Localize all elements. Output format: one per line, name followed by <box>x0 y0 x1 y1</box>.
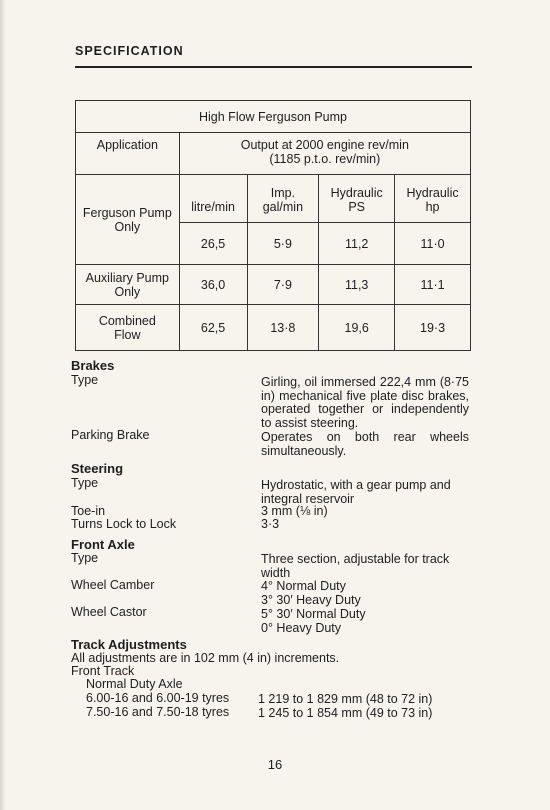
application-header: Application <box>76 133 180 175</box>
parking-brake-value: Operates on both rear wheels simultaneously. <box>261 430 469 458</box>
front-track-label: Front Track <box>71 664 135 678</box>
page-header-title: SPECIFICATION <box>75 44 184 58</box>
output-header-line2: (1185 p.t.o. rev/min) <box>269 152 381 166</box>
page-edge-shadow <box>0 0 6 810</box>
turns-lock-value: 3·3 <box>261 517 280 531</box>
row-label-line1: Combined <box>98 313 156 328</box>
brakes-type-value: Girling, oil immersed 222,4 mm (8·75 in) mechanical five plate disc brakes, operated together or independently to assist steering. <box>261 375 469 430</box>
track-adjustments-heading: Track Adjustments <box>71 637 187 652</box>
table-cell: 19,6 <box>319 305 395 351</box>
wheel-castor-label: Wheel Castor <box>71 605 147 619</box>
column-header-ps <box>319 175 395 223</box>
column-header-line2: gal/min <box>262 200 304 214</box>
combined-flow-row-label <box>76 305 180 351</box>
wheel-camber-label: Wheel Camber <box>71 578 155 592</box>
ferguson-pump-row-label <box>76 175 180 265</box>
table-cell: 7·9 <box>247 265 319 305</box>
table-cell: 26,5 <box>179 223 247 265</box>
column-header-line2: hp <box>425 200 440 214</box>
table-cell: 19·3 <box>395 305 471 351</box>
pump-table-title: High Flow Ferguson Pump <box>76 101 471 133</box>
toe-in-value: 3 mm (⅛ in) <box>261 504 328 518</box>
pump-output-table <box>75 100 471 351</box>
normal-duty-axle-label: Normal Duty Axle <box>86 677 183 691</box>
brakes-heading: Brakes <box>71 358 115 373</box>
table-cell: 11·0 <box>395 223 471 265</box>
parking-brake-label: Parking Brake <box>71 428 150 442</box>
table-cell: 36,0 <box>179 265 247 305</box>
tyre-size-label-1: 6.00-16 and 6.00-19 tyres <box>86 691 230 705</box>
column-header-gal <box>247 175 319 223</box>
header-rule <box>75 66 472 68</box>
row-label-line2: Only <box>114 284 141 299</box>
column-header-line1: Hydraulic <box>330 186 383 200</box>
auxiliary-pump-row-label <box>76 265 180 305</box>
tyre-size-label-2: 7.50-16 and 7.50-18 tyres <box>86 705 230 719</box>
track-intro: All adjustments are in 102 mm (4 in) increments. <box>71 651 340 665</box>
table-cell: 5·9 <box>247 223 319 265</box>
steering-heading: Steering <box>71 461 124 476</box>
row-label-line1: Auxiliary Pump <box>85 270 170 285</box>
table-cell: 11,2 <box>319 223 395 265</box>
column-header-line1: Hydraulic <box>406 186 459 200</box>
table-cell: 62,5 <box>179 305 247 351</box>
front-axle-heading: Front Axle <box>71 537 135 552</box>
output-header <box>179 133 470 175</box>
column-header-hp <box>395 175 471 223</box>
row-label-line2: Flow <box>114 327 141 342</box>
steering-type-value: Hydrostatic, with a gear pump and integral reservoir <box>261 478 451 506</box>
column-header-line2: litre/min <box>191 200 235 214</box>
brakes-type-label: Type <box>71 373 99 387</box>
row-label-line2: Only <box>114 219 141 234</box>
table-cell: 11,3 <box>319 265 395 305</box>
track-range-value-1: 1 219 to 1 829 mm (48 to 72 in) <box>258 692 433 706</box>
wheel-camber-value-1: 4° Normal Duty <box>261 579 346 593</box>
wheel-camber-value-2: 3° 30′ Heavy Duty <box>261 593 361 607</box>
steering-type-label: Type <box>71 476 99 490</box>
front-axle-type-value: Three section, adjustable for track width <box>261 552 450 580</box>
column-header-line2: PS <box>348 200 366 214</box>
toe-in-label: Toe-in <box>71 504 106 518</box>
output-header-line1: Output at 2000 engine rev/min <box>240 138 409 152</box>
row-label-line1: Ferguson Pump <box>82 205 172 220</box>
turns-lock-label: Turns Lock to Lock <box>71 517 177 531</box>
front-axle-type-label: Type <box>71 551 99 565</box>
column-header-litre <box>179 175 247 223</box>
table-cell: 13·8 <box>247 305 319 351</box>
wheel-castor-value-1: 5° 30′ Normal Duty <box>261 607 366 621</box>
column-header-line1: Imp. <box>270 186 296 200</box>
page-number: 16 <box>267 757 283 772</box>
track-range-value-2: 1 245 to 1 854 mm (49 to 73 in) <box>258 706 433 720</box>
table-cell: 11·1 <box>395 265 471 305</box>
wheel-castor-value-2: 0° Heavy Duty <box>261 621 342 635</box>
